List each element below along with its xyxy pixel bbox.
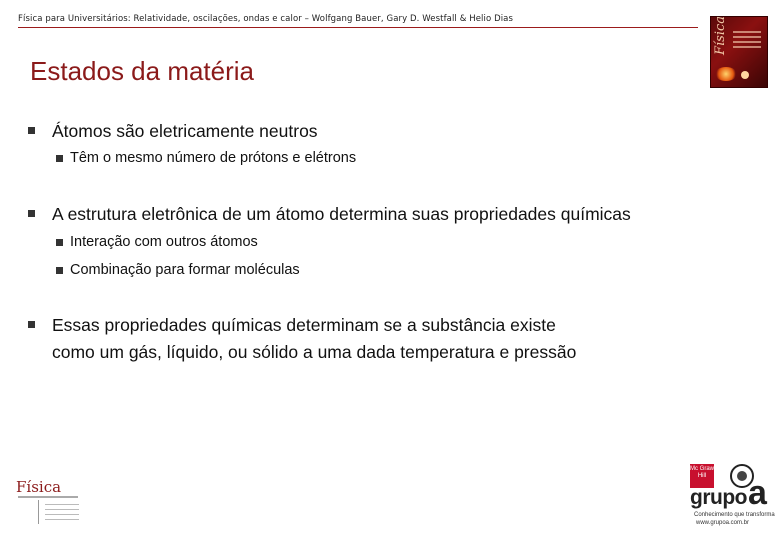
sub-bullet-text: Interação com outros átomos xyxy=(70,234,258,250)
grupo-a-letter: a xyxy=(748,474,767,512)
publisher-logo xyxy=(690,460,775,532)
bullet-text: A estrutura eletrônica de um átomo determina suas propriedades químicas xyxy=(52,204,631,224)
bullet-marker-icon xyxy=(28,127,35,134)
slide-title: Estados da matéria xyxy=(30,56,255,86)
logo-underline xyxy=(18,496,78,498)
bullet-text-line: Essas propriedades químicas determinam se a substância existe xyxy=(52,315,556,335)
grupo-wordmark: grupo xyxy=(690,486,747,509)
logo-text-block xyxy=(38,500,89,524)
series-logo-word: Física xyxy=(16,478,62,496)
cover-flare-graphic xyxy=(715,67,737,81)
sub-bullet-text: Têm o mesmo número de prótons e elétrons xyxy=(70,150,357,166)
book-reference-header: Física para Universitários: Relatividade, oscilações, ondas e calor – Wolfgang Bauer, Gary D. Westfall & Helio Dias xyxy=(18,14,514,24)
bullet-marker-icon xyxy=(56,155,63,162)
bullet-text: Átomos são eletricamente neutros xyxy=(52,121,318,141)
bullet-marker-icon xyxy=(56,239,63,246)
header-divider xyxy=(18,27,698,28)
sub-bullet-text: Combinação para formar moléculas xyxy=(70,262,300,278)
publisher-website: www.grupoa.com.br xyxy=(696,520,750,526)
cover-text-lines xyxy=(733,31,761,51)
cover-title: Física xyxy=(713,15,728,55)
book-cover-thumbnail xyxy=(710,16,768,88)
mcgraw-hill-logo-icon: Mc Graw Hill xyxy=(690,464,714,488)
bullet-marker-icon xyxy=(56,267,63,274)
bullet-text-line: como um gás, líquido, ou sólido a uma dada temperatura e pressão xyxy=(52,342,577,362)
bullet-marker-icon xyxy=(28,321,35,328)
publisher-tagline: Conhecimento que transforma xyxy=(694,512,775,518)
book-series-logo xyxy=(16,478,96,528)
bullet-marker-icon xyxy=(28,210,35,217)
cover-logo-dot xyxy=(741,71,749,79)
